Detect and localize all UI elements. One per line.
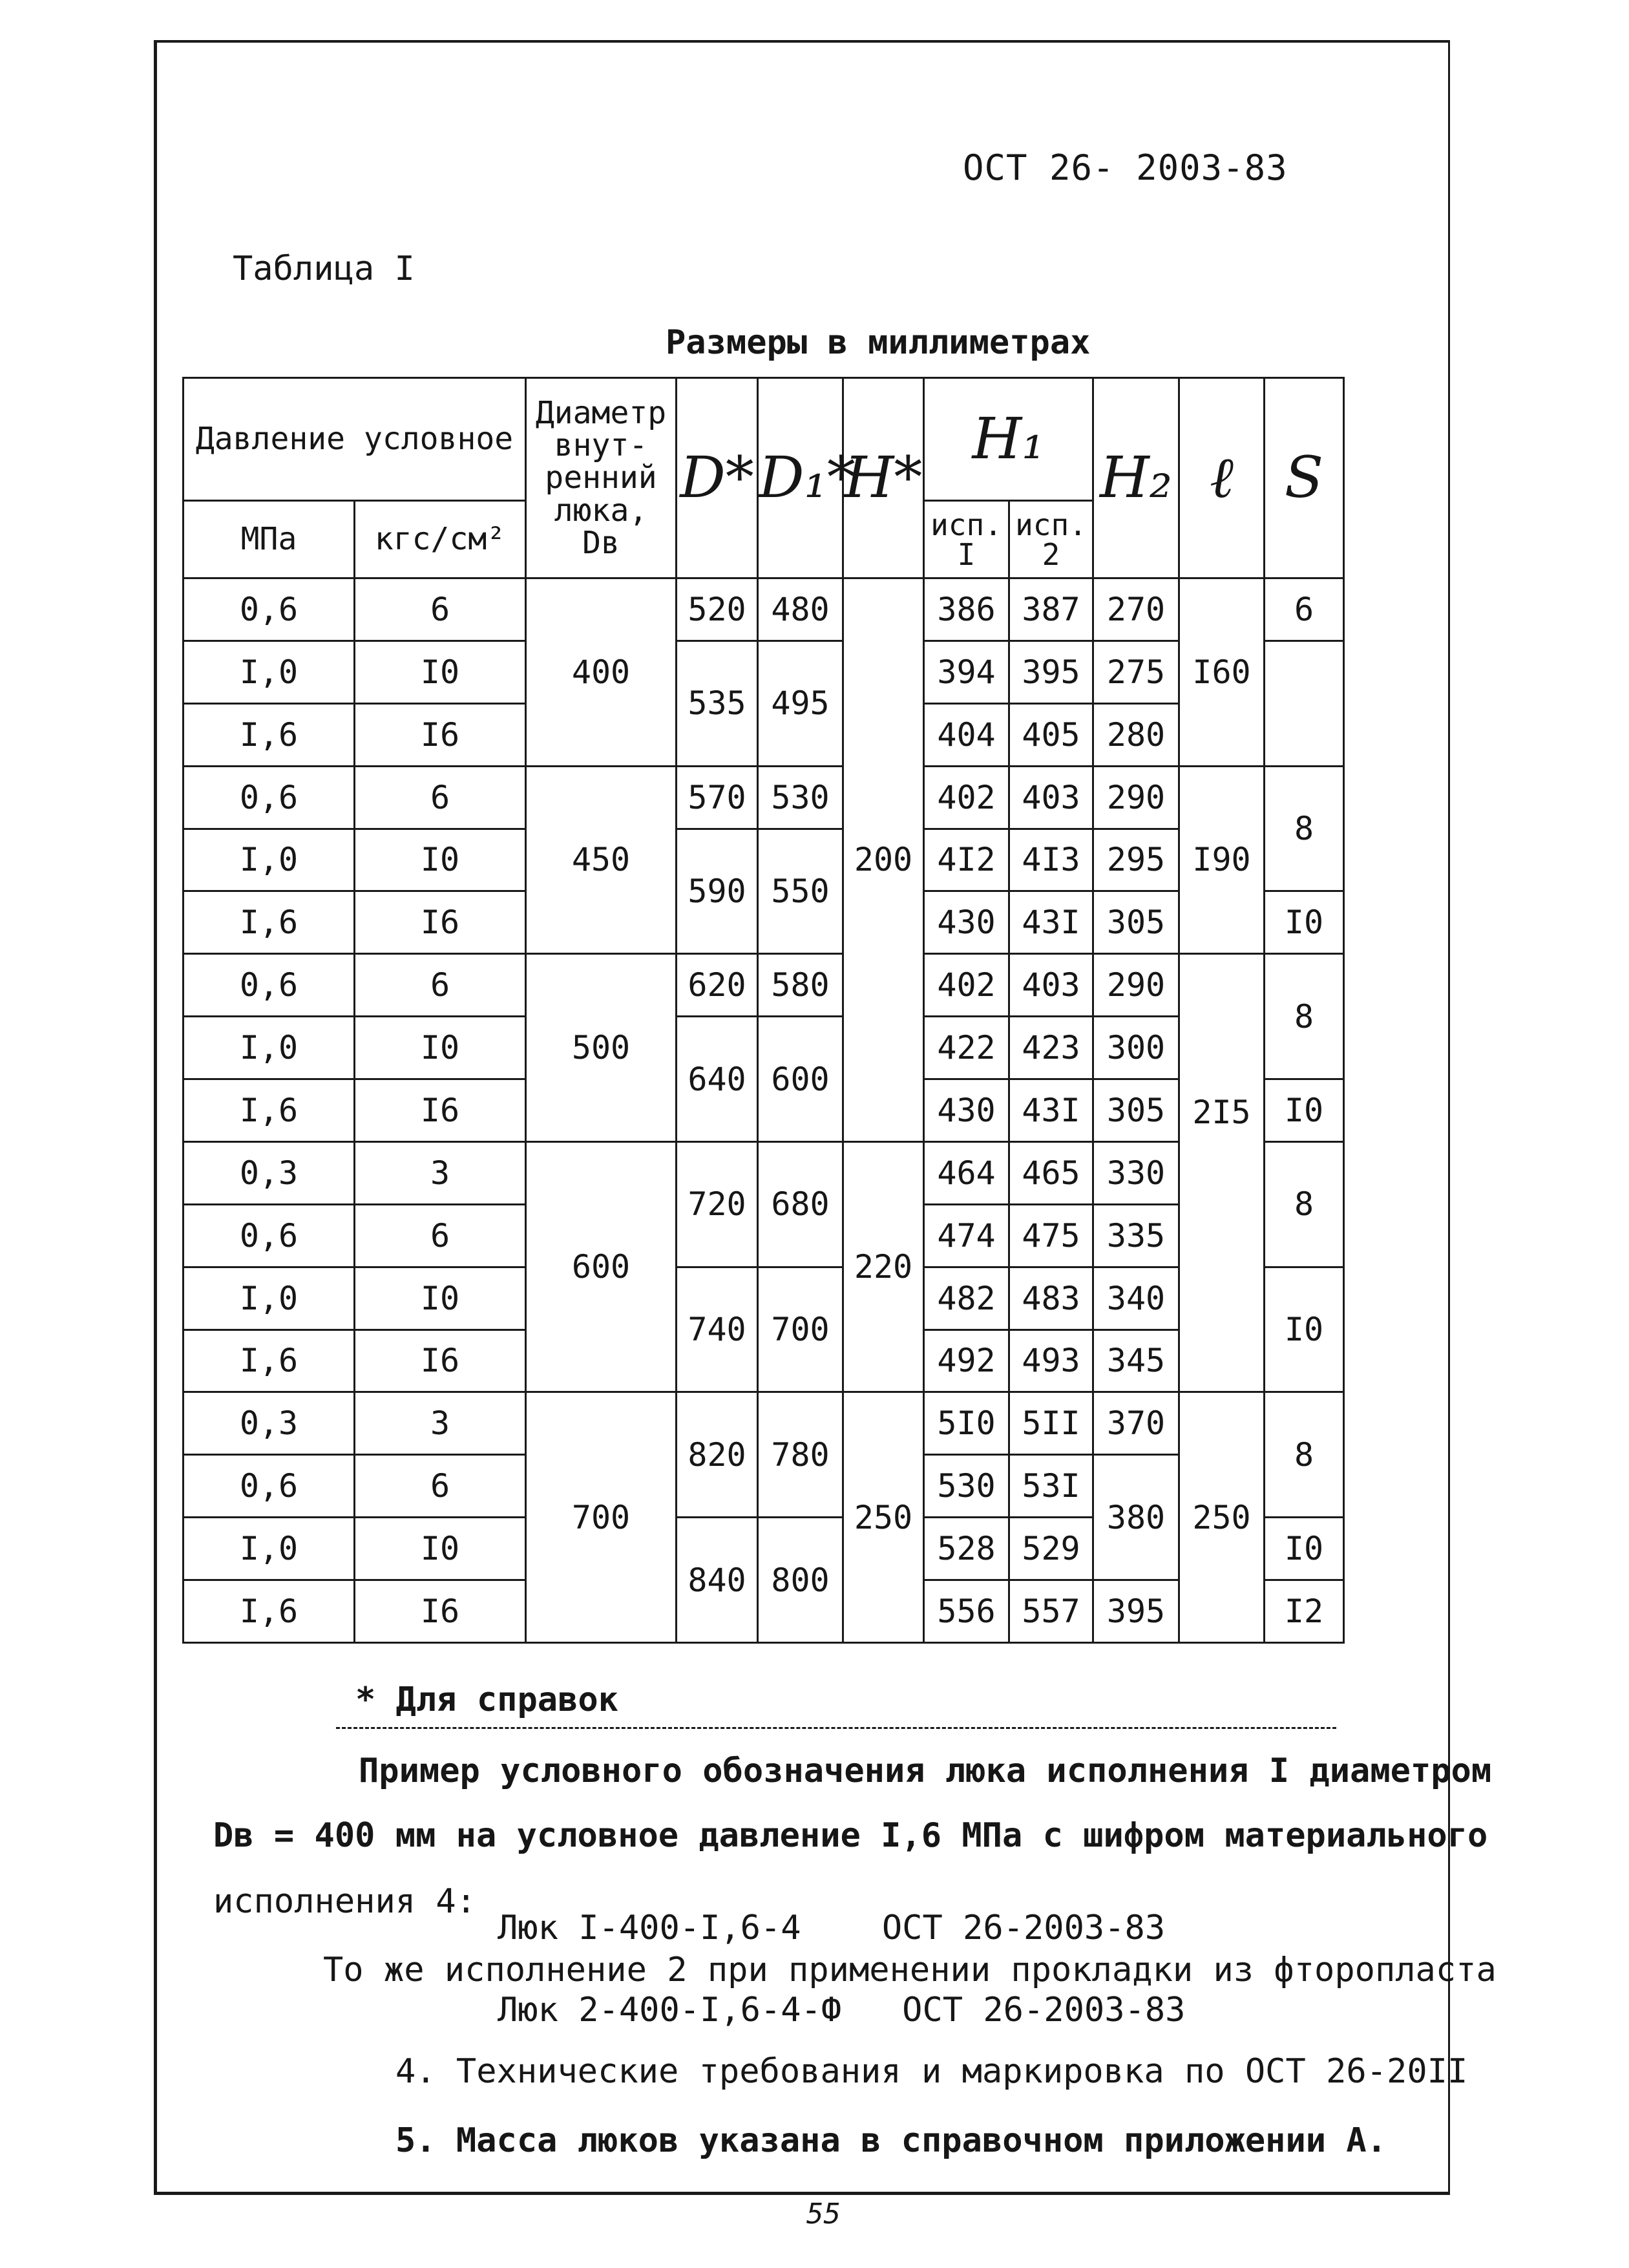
- cell-isp2: 423: [1009, 1017, 1093, 1079]
- kgf-header: кгс/см²: [355, 501, 526, 578]
- cell-kgf: 6: [355, 766, 526, 829]
- table-row: [184, 1017, 1344, 1079]
- cell-isp2: 493: [1009, 1330, 1093, 1392]
- diameter-header: Диаметр внут-ренний люка, Dв: [526, 378, 677, 578]
- cell-d: 570: [677, 766, 758, 829]
- cell-h2: 280: [1093, 703, 1179, 766]
- cell-d1: 700: [758, 1267, 843, 1392]
- cell-isp2: 53I: [1009, 1455, 1093, 1518]
- cell-s: I0: [1265, 1518, 1344, 1580]
- cell-isp2: 43I: [1009, 1079, 1093, 1142]
- cell-isp1: 430: [924, 891, 1009, 954]
- cell-isp1: 5I0: [924, 1392, 1009, 1455]
- cell-kgf: 6: [355, 954, 526, 1017]
- cell-d1: 495: [758, 641, 843, 766]
- example-line-2: Dв = 400 мм на условное давление I,6 МПа с шифром материального: [213, 1816, 1488, 1855]
- mpa-header: МПа: [184, 501, 355, 578]
- cell-s: 8: [1265, 1141, 1344, 1267]
- cell-dv: 500: [526, 954, 677, 1142]
- cell-s: I0: [1265, 1079, 1344, 1142]
- cell-kgf: I0: [355, 1518, 526, 1580]
- cell-mpa: 0,6: [184, 578, 355, 641]
- cell-mpa: I,0: [184, 1267, 355, 1330]
- cell-h2: 330: [1093, 1141, 1179, 1204]
- cell-isp1: 422: [924, 1017, 1009, 1079]
- cell-h2: 295: [1093, 829, 1179, 891]
- cell-kgf: I6: [355, 1079, 526, 1142]
- d1-header: D₁*: [758, 378, 843, 578]
- cell-isp2: 405: [1009, 703, 1093, 766]
- cell-mpa: I,0: [184, 1518, 355, 1580]
- units-note: Размеры в миллиметрах: [666, 323, 1091, 362]
- cell-kgf: I0: [355, 1017, 526, 1079]
- cell-d1: 780: [758, 1392, 843, 1518]
- table-row: [184, 1392, 1344, 1455]
- cell-isp1: 492: [924, 1330, 1009, 1392]
- cell-h2: 380: [1093, 1455, 1179, 1580]
- cell-h2: 290: [1093, 954, 1179, 1017]
- cell-isp2: 5II: [1009, 1392, 1093, 1455]
- table-row: [184, 829, 1344, 891]
- cell-isp1: 474: [924, 1204, 1009, 1267]
- cell-h2: 275: [1093, 641, 1179, 703]
- cell-s: 8: [1265, 954, 1344, 1079]
- cell-mpa: I,6: [184, 891, 355, 954]
- table-row: [184, 1267, 1344, 1330]
- cell-isp1: 430: [924, 1079, 1009, 1142]
- cell-kgf: 6: [355, 1455, 526, 1518]
- cell-isp1: 386: [924, 578, 1009, 641]
- cell-kgf: I6: [355, 703, 526, 766]
- cell-h2: 370: [1093, 1392, 1179, 1455]
- cell-d1: 680: [758, 1141, 843, 1267]
- cell-h2: 395: [1093, 1580, 1179, 1643]
- cell-s: 8: [1265, 766, 1344, 891]
- cell-kgf: I6: [355, 1330, 526, 1392]
- cell-d1: 600: [758, 1017, 843, 1142]
- cell-mpa: 0,3: [184, 1392, 355, 1455]
- cell-h2: 270: [1093, 578, 1179, 641]
- cell-isp1: 530: [924, 1455, 1009, 1518]
- cell-kgf: 6: [355, 1204, 526, 1267]
- cell-l: 250: [1179, 1392, 1265, 1643]
- cell-h2: 305: [1093, 1079, 1179, 1142]
- isp1-header: исп. I: [924, 501, 1009, 578]
- cell-mpa: I,0: [184, 641, 355, 703]
- cell-d: 520: [677, 578, 758, 641]
- standard-code: ОСТ 26- 2003-83: [963, 147, 1288, 188]
- footnote: * Для справок: [355, 1680, 618, 1719]
- l-header: ℓ: [1179, 378, 1265, 578]
- cell-isp1: 402: [924, 954, 1009, 1017]
- cell-mpa: I,6: [184, 1330, 355, 1392]
- cell-isp2: 403: [1009, 766, 1093, 829]
- cell-h2: 300: [1093, 1017, 1179, 1079]
- pressure-header: Давление условное: [184, 378, 526, 501]
- d-header: D*: [677, 378, 758, 578]
- cell-mpa: 0,3: [184, 1141, 355, 1204]
- cell-kgf: 3: [355, 1392, 526, 1455]
- cell-h2: 340: [1093, 1267, 1179, 1330]
- cell-mpa: 0,6: [184, 1204, 355, 1267]
- cell-kgf: I0: [355, 641, 526, 703]
- example-line-4: То же исполнение 2 при применении прокладки из фторопласта: [323, 1951, 1497, 1989]
- cell-l: 2I5: [1179, 954, 1265, 1392]
- h-header: H*: [843, 378, 924, 578]
- cell-h: 220: [843, 1141, 924, 1392]
- table-row: [184, 641, 1344, 703]
- cell-s: 8: [1265, 1392, 1344, 1518]
- table-caption: Таблица I: [233, 249, 415, 288]
- cell-mpa: I,0: [184, 1017, 355, 1079]
- example-line-1: Пример условного обозначения люка исполнения I диаметром: [359, 1752, 1492, 1790]
- cell-l: I90: [1179, 766, 1265, 954]
- cell-d: 720: [677, 1141, 758, 1267]
- cell-d1: 800: [758, 1518, 843, 1643]
- table-row: [184, 954, 1344, 1017]
- cell-d: 535: [677, 641, 758, 766]
- cell-isp2: 403: [1009, 954, 1093, 1017]
- cell-dv: 450: [526, 766, 677, 954]
- cell-mpa: I,0: [184, 829, 355, 891]
- cell-isp1: 4I2: [924, 829, 1009, 891]
- cell-kgf: I0: [355, 829, 526, 891]
- cell-s: 6: [1265, 578, 1344, 641]
- cell-kgf: 6: [355, 578, 526, 641]
- cell-h2: 290: [1093, 766, 1179, 829]
- cell-isp1: 528: [924, 1518, 1009, 1580]
- example-line-3: исполнения 4:: [213, 1882, 476, 1921]
- footnote-rule: [336, 1727, 1336, 1729]
- cell-kgf: I6: [355, 1580, 526, 1643]
- cell-d1: 580: [758, 954, 843, 1017]
- cell-d: 640: [677, 1017, 758, 1142]
- cell-mpa: 0,6: [184, 954, 355, 1017]
- cell-s: I0: [1265, 891, 1344, 954]
- cell-d: 620: [677, 954, 758, 1017]
- cell-isp1: 556: [924, 1580, 1009, 1643]
- cell-d: 840: [677, 1518, 758, 1643]
- cell-d: 740: [677, 1267, 758, 1392]
- designation-1: Люк I-400-I,6-4 ОСТ 26-2003-83: [498, 1909, 1166, 1947]
- note-4: 4. Технические требования и маркировка по ОСТ 26-20II: [395, 2052, 1468, 2091]
- cell-isp2: 43I: [1009, 891, 1093, 954]
- cell-dv: 400: [526, 578, 677, 767]
- cell-isp2: 465: [1009, 1141, 1093, 1204]
- isp2-header: исп. 2: [1009, 501, 1093, 578]
- cell-s: I2: [1265, 1580, 1344, 1643]
- cell-isp2: 395: [1009, 641, 1093, 703]
- cell-mpa: I,6: [184, 1580, 355, 1643]
- cell-d1: 530: [758, 766, 843, 829]
- cell-isp1: 394: [924, 641, 1009, 703]
- cell-h: 250: [843, 1392, 924, 1643]
- cell-dv: 600: [526, 1141, 677, 1392]
- table-row: [184, 766, 1344, 829]
- cell-isp2: 483: [1009, 1267, 1093, 1330]
- cell-s: [1265, 641, 1344, 766]
- cell-mpa: 0,6: [184, 1455, 355, 1518]
- cell-l: I60: [1179, 578, 1265, 767]
- cell-isp1: 482: [924, 1267, 1009, 1330]
- cell-d: 820: [677, 1392, 758, 1518]
- cell-isp1: 404: [924, 703, 1009, 766]
- cell-kgf: 3: [355, 1141, 526, 1204]
- cell-mpa: I,6: [184, 703, 355, 766]
- cell-dv: 700: [526, 1392, 677, 1643]
- designation-2: Люк 2-400-I,6-4-Ф ОСТ 26-2003-83: [498, 1991, 1186, 2030]
- cell-isp2: 557: [1009, 1580, 1093, 1643]
- cell-s: I0: [1265, 1267, 1344, 1392]
- cell-h2: 345: [1093, 1330, 1179, 1392]
- cell-d1: 550: [758, 829, 843, 954]
- table-row: [184, 1141, 1344, 1204]
- cell-h2: 305: [1093, 891, 1179, 954]
- cell-kgf: I6: [355, 891, 526, 954]
- note-5: 5. Масса люков указана в справочном приложении А.: [395, 2121, 1387, 2160]
- cell-kgf: I0: [355, 1267, 526, 1330]
- cell-h2: 335: [1093, 1204, 1179, 1267]
- h1-header: H₁: [924, 378, 1093, 501]
- cell-isp1: 464: [924, 1141, 1009, 1204]
- cell-d1: 480: [758, 578, 843, 641]
- dimensions-table: [182, 377, 1345, 1644]
- cell-isp1: 402: [924, 766, 1009, 829]
- cell-isp2: 4I3: [1009, 829, 1093, 891]
- h2-header: H₂: [1093, 378, 1179, 578]
- page-number: 55: [806, 2198, 841, 2231]
- table-row: [184, 578, 1344, 641]
- cell-isp2: 475: [1009, 1204, 1093, 1267]
- cell-mpa: 0,6: [184, 766, 355, 829]
- cell-mpa: I,6: [184, 1079, 355, 1142]
- s-header: S: [1265, 378, 1344, 578]
- cell-isp2: 387: [1009, 578, 1093, 641]
- cell-d: 590: [677, 829, 758, 954]
- cell-isp2: 529: [1009, 1518, 1093, 1580]
- cell-h: 200: [843, 578, 924, 1142]
